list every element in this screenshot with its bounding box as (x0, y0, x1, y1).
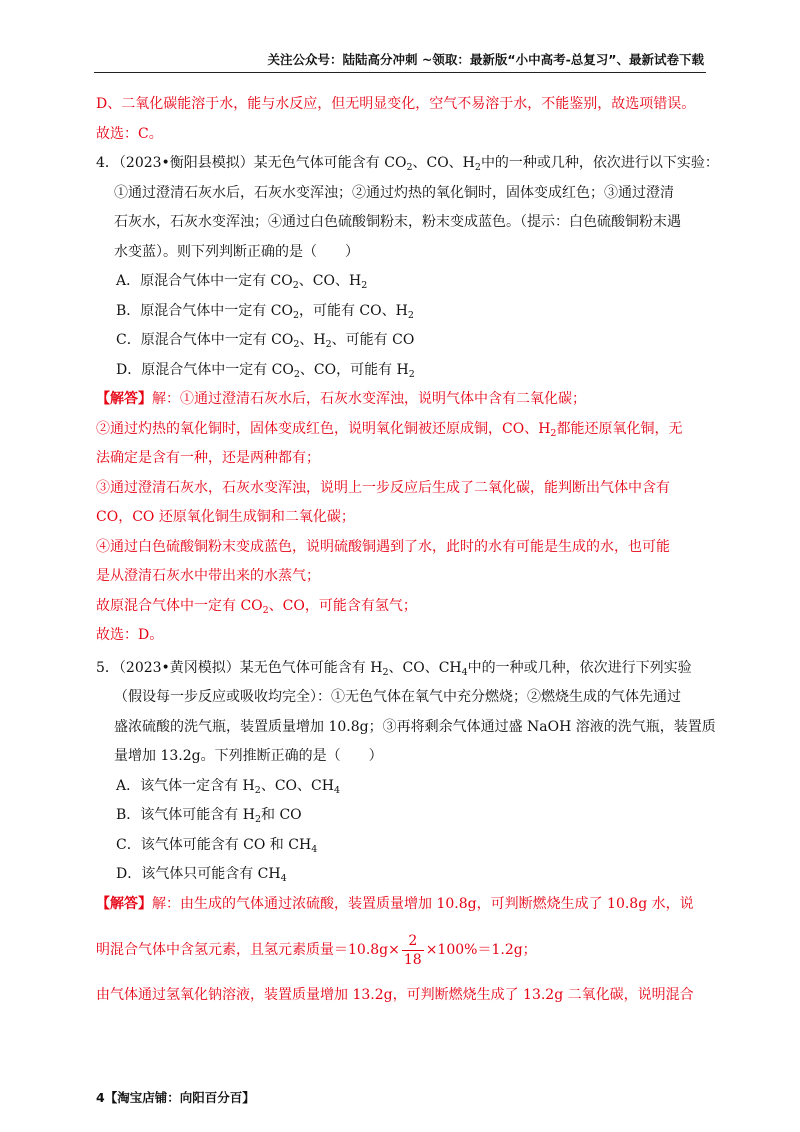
fraction (402, 934, 424, 967)
q4-solution-line-1: 【解答】解：①通过澄清石灰水后，石灰水变浑浊，说明气体中含有二氧化碳； (96, 391, 586, 407)
q4-solution-line-7: 是从澄清石灰水中带出来的水蒸气； (96, 568, 320, 584)
q4-solution-line-6: ④通过白色硫酸铜粉末变成蓝色，说明硫酸铜遇到了水，此时的水有可能是生成的水，也可能 (96, 538, 670, 555)
page-footer (96, 1088, 255, 1106)
q5-option-d: D．该气体只可能含有 $CH_4$ (116, 866, 287, 884)
q5-option-b: B．该气体可能含有 $H_2$和 CO (116, 807, 302, 825)
q4-stem-line-4: 水变蓝）。则下列判断正确的是（ ） (114, 243, 359, 260)
q4-answer: 故选：D。 (96, 627, 164, 643)
q5-option-a: A．该气体一定含有 $H_2$、CO、$CH_4$ (116, 777, 340, 796)
q5-stem-line-3: 盛浓硫酸的洗气瓶，装置质量增加 10.8g；③再将剩余气体通过盛 NaOH 溶液的洗气瓶，装置质 (114, 718, 716, 735)
q4-solution-line-3: 法确定是含有一种，还是两种都有； (96, 450, 320, 466)
header-rule (94, 72, 706, 73)
q4-option-d: D．原混合气体中一定有 $CO_2$、CO，可能有 $H_2$ (116, 361, 415, 380)
fraction-numerator: 2 (402, 934, 424, 951)
q5-solution-line-1: 【解答】解：由生成的气体通过浓硫酸，装置质量增加 10.8g，可判断燃烧生成了 10.8g 水，说 (96, 895, 694, 912)
q4-stem-line-1: 4．（2023•衡阳县模拟）某无色气体可能含有 $CO_2$、CO、$H_2$中的一种或几种，依次进行以下实验： (96, 155, 719, 173)
q4-option-b: B．原混合气体中一定有 $CO_2$，可能有 CO、$H_2$ (116, 302, 414, 321)
shop-label: 【淘宝店铺：向阳百分百】 (104, 1090, 255, 1105)
prev-option-d: D、二氧化碳能溶于水，能与水反应，但无明显变化，空气不易溶于水，不能鉴别，故选项错误。 (96, 96, 696, 112)
q4-option-c: C．原混合气体中一定有 $CO_2$、$H_2$、可能有 CO (116, 332, 415, 350)
q5-solution-line-3: 由气体通过氢氧化钠溶液，装置质量增加 13.2g，可判断燃烧生成了 13.2g 二氧化碳，说明混合 (96, 987, 694, 1003)
page-number: 4 (96, 1090, 105, 1105)
q5-stem-line-2: （假设每一步反应或吸收均完全）：①无色气体在氧气中充分燃烧；②燃烧生成的气体先通过 (114, 689, 681, 705)
prev-answer: 故选：C。 (96, 125, 163, 142)
q4-stem-line-3: 石灰水，石灰水变浑浊；④通过白色硫酸铜粉末，粉末变成蓝色。（提示：白色硫酸铜粉末遇 (114, 214, 681, 230)
page-header: 关注公众号：陆陆高分冲刺 ~领取：最新版“小中高考-总复习”、最新试卷下载 (267, 52, 704, 67)
q5-solution-line-2: 明混合气体中含氢元素，且氢元素质量＝10.8g× $\frac{2}{18}$ ×100%＝1.2g； (96, 932, 537, 968)
solution-tag: 【解答】 (96, 391, 152, 407)
question-4 (96, 149, 719, 651)
q5-stem-line-1: 5．（2023•黄冈模拟）某无色气体可能含有 $H_2$、CO、$CH_4$中的一种或几种，依次进行下列实验 (96, 659, 692, 678)
q4-solution-line-8: 故原混合气体中一定有 $CO_2$、CO，可能含有氢气； (96, 597, 417, 616)
q5-stem-line-4: 量增加 13.2g。下列推断正确的是（ ） (114, 748, 383, 764)
document-body (96, 90, 719, 1011)
q4-option-a: A．原混合气体中一定有 $CO_2$、CO、$H_2$ (116, 273, 368, 291)
q4-solution-line-5: CO，CO 还原氧化铜生成铜和二氧化碳； (96, 509, 355, 525)
q4-solution-line-2: ②通过灼热的氧化铜时，固体变成红色，说明氧化铜被还原成铜，CO、$H_2$都能还原氧化铜，无 (96, 420, 683, 439)
fraction-denominator: 18 (403, 951, 422, 968)
solution-tag: 【解答】 (96, 895, 152, 912)
q5-option-c: C．该气体可能含有 CO 和 $CH_4$ (116, 836, 318, 855)
question-5 (96, 654, 716, 1011)
q4-solution-line-4: ③通过澄清石灰水，石灰水变浑浊，说明上一步反应后生成了二氧化碳，能判断出气体中含有 (96, 479, 670, 496)
q4-stem-line-2: ①通过澄清石灰水后，石灰水变浑浊；②通过灼热的氧化铜时，固体变成红色；③通过澄清 (114, 184, 674, 201)
